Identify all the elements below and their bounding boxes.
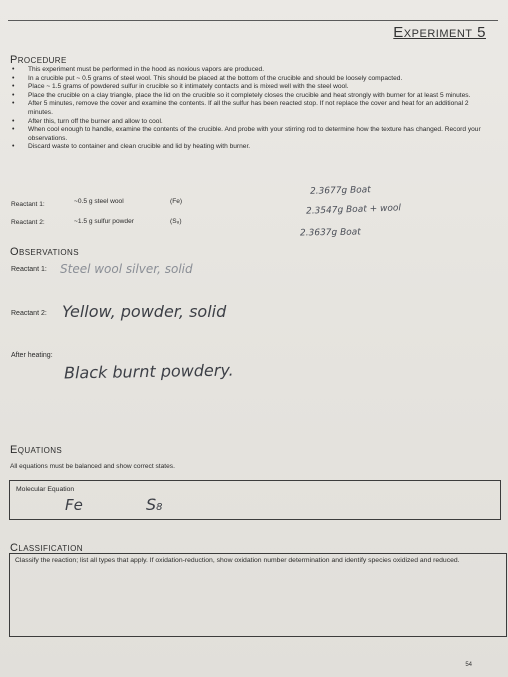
- classification-title: Classification: [10, 542, 83, 554]
- procedure-step: • Place the crucible on a clay triangle, place the lid on the crucible so it completely closes the crucible and heat strongly with burner for at least 5 minutes.: [10, 92, 494, 101]
- reactant-2-amount: ~1.5 g sulfur powder: [74, 218, 134, 225]
- procedure-step: • After 5 minutes, remove the cover and examine the contents. If all the sulfur has been reacted stop. If not replace the cover and heat for an additional 2 minutes.: [10, 100, 494, 117]
- reactant-2-label: Reactant 2:: [11, 219, 45, 226]
- equations-instruction: All equations must be balanced and show correct states.: [10, 463, 175, 470]
- hand-fe: Fe: [65, 496, 83, 514]
- procedure-step: • Discard waste to container and clean crucible and lid by heating with burner.: [10, 143, 494, 152]
- procedure-title: Procedure: [10, 54, 67, 66]
- molecular-equation-label: Molecular Equation: [16, 486, 75, 493]
- top-rule: [8, 20, 498, 21]
- procedure-step: • When cool enough to handle, examine the contents of the crucible. And probe with your stirring rod to determine how the texture has changed. Record your observations.: [10, 126, 494, 143]
- mass-note: 2.3677g Boat: [309, 185, 371, 197]
- equations-title: Equations: [10, 444, 63, 456]
- hand-s-subscript: 8: [156, 502, 163, 513]
- procedure-step: • In a crucible put ~ 0.5 grams of steel wool. This should be placed at the bottom of the crucible and should be loosely compacted.: [10, 75, 494, 84]
- hand-s-symbol: S: [146, 495, 157, 514]
- procedure-step: • This experiment must be performed in the hood as noxious vapors are produced.: [10, 66, 494, 75]
- reactant-1-label: Reactant 1:: [11, 201, 45, 208]
- page-number: 54: [465, 662, 472, 668]
- reactant-2-symbol: (S₈): [170, 218, 182, 225]
- classification-box: [9, 553, 507, 637]
- after-heating-label: After heating:: [11, 352, 53, 359]
- molecular-equation-box: [9, 480, 501, 520]
- observation-reactant-1-note: Steel wool silver, solid: [60, 262, 193, 276]
- procedure-step: • After this, turn off the burner and allow to cool.: [10, 118, 494, 127]
- procedure-step: • Place ~ 1.5 grams of powdered sulfur in crucible so it intimately contacts and is mixed well with the steel wool.: [10, 83, 494, 92]
- procedure-list: [10, 66, 494, 152]
- mass-note: 2.3637g Boat: [299, 227, 361, 239]
- mass-note: 2.3547g Boat + wool: [305, 203, 402, 217]
- observation-reactant-2-note: Yellow, powder, solid: [62, 302, 227, 321]
- observations-title: Observations: [10, 246, 79, 258]
- hand-s: [146, 495, 163, 514]
- observation-reactant-1-label: Reactant 1:: [11, 266, 47, 273]
- observation-reactant-2-label: Reactant 2:: [11, 310, 47, 317]
- experiment-title: Experiment 5: [393, 24, 486, 41]
- reactant-1-amount: ~0.5 g steel wool: [74, 198, 124, 205]
- reactant-1-symbol: (Fe): [170, 198, 183, 205]
- after-heating-note: Black burnt powdery.: [63, 360, 234, 383]
- classification-instruction: Classify the reaction; list all types that apply. If oxidation-reduction, show oxidation number determination and identify species oxidized and reduced.: [15, 557, 460, 564]
